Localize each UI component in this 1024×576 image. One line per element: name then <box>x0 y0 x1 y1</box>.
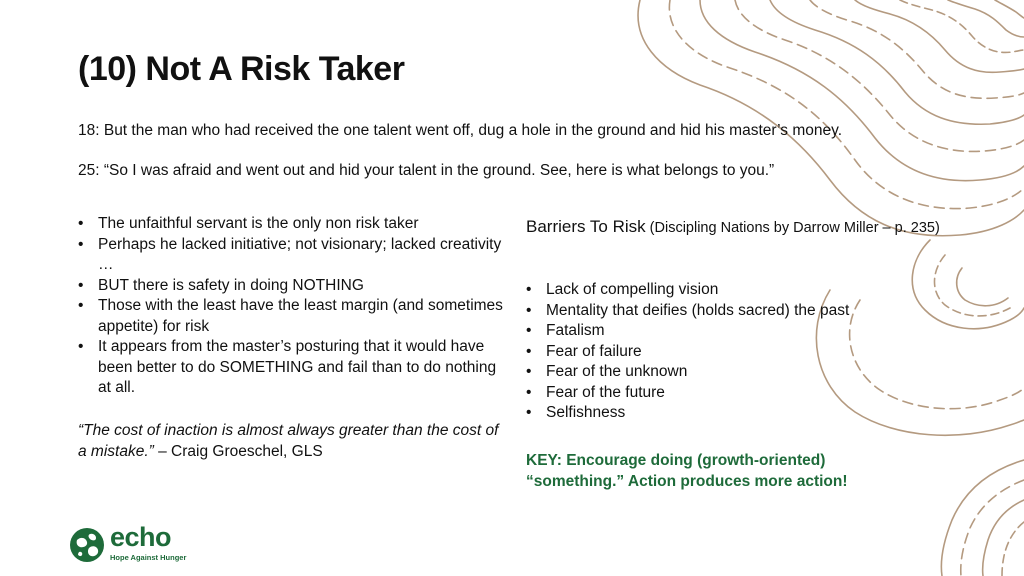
globe-leaf-icon <box>68 526 106 564</box>
quote-attribution: – Craig Groeschel, GLS <box>153 443 323 460</box>
logo-wordmark: echo <box>110 522 172 552</box>
barrier-item: • Selfishness <box>526 403 849 424</box>
left-bullet: • It appears from the master’s posturing that it would have been better to do SOMETHING and fail than to do nothing at all. <box>78 337 508 399</box>
barrier-item: • Fear of the future <box>526 383 849 404</box>
barriers-heading-source: (Discipling Nations by Darrow Miller – p. 235) <box>645 220 940 236</box>
groeschel-quote <box>78 420 508 462</box>
left-bullet-list <box>78 214 508 399</box>
echo-logo <box>68 522 198 564</box>
key-statement: KEY: Encourage doing (growth-oriented) “something.” Action produces more action! <box>526 452 848 490</box>
left-bullet: • Perhaps he lacked initiative; not visionary; lacked creativity … <box>78 235 508 276</box>
barrier-item: • Fear of failure <box>526 342 849 363</box>
barrier-item: • Mentality that deifies (holds sacred) the past <box>526 301 849 322</box>
slide-title: (10) Not A Risk Taker <box>78 50 405 88</box>
barriers-heading <box>526 216 946 239</box>
left-bullet: • Those with the least have the least margin (and sometimes appetite) for risk <box>78 296 508 337</box>
verse-25: 25: “So I was afraid and went out and hid your talent in the ground. See, here is what belongs to you.” <box>78 162 775 179</box>
logo-tagline: Hope Against Hunger <box>110 553 187 562</box>
barrier-item: • Fatalism <box>526 321 849 342</box>
barriers-heading-title: Barriers To Risk <box>526 217 646 236</box>
quote-text: “The cost of inaction is almost always greater than the cost of a mistake.” <box>78 422 499 460</box>
left-bullet: • The unfaithful servant is the only non risk taker <box>78 214 508 235</box>
left-bullet: • BUT there is safety in doing NOTHING <box>78 276 508 297</box>
barrier-item: • Fear of the unknown <box>526 362 849 383</box>
barrier-item: • Lack of compelling vision <box>526 280 849 301</box>
verse-18: 18: But the man who had received the one talent went off, dug a hole in the ground and hid his master’s money. <box>78 122 843 139</box>
barriers-list <box>526 280 849 424</box>
